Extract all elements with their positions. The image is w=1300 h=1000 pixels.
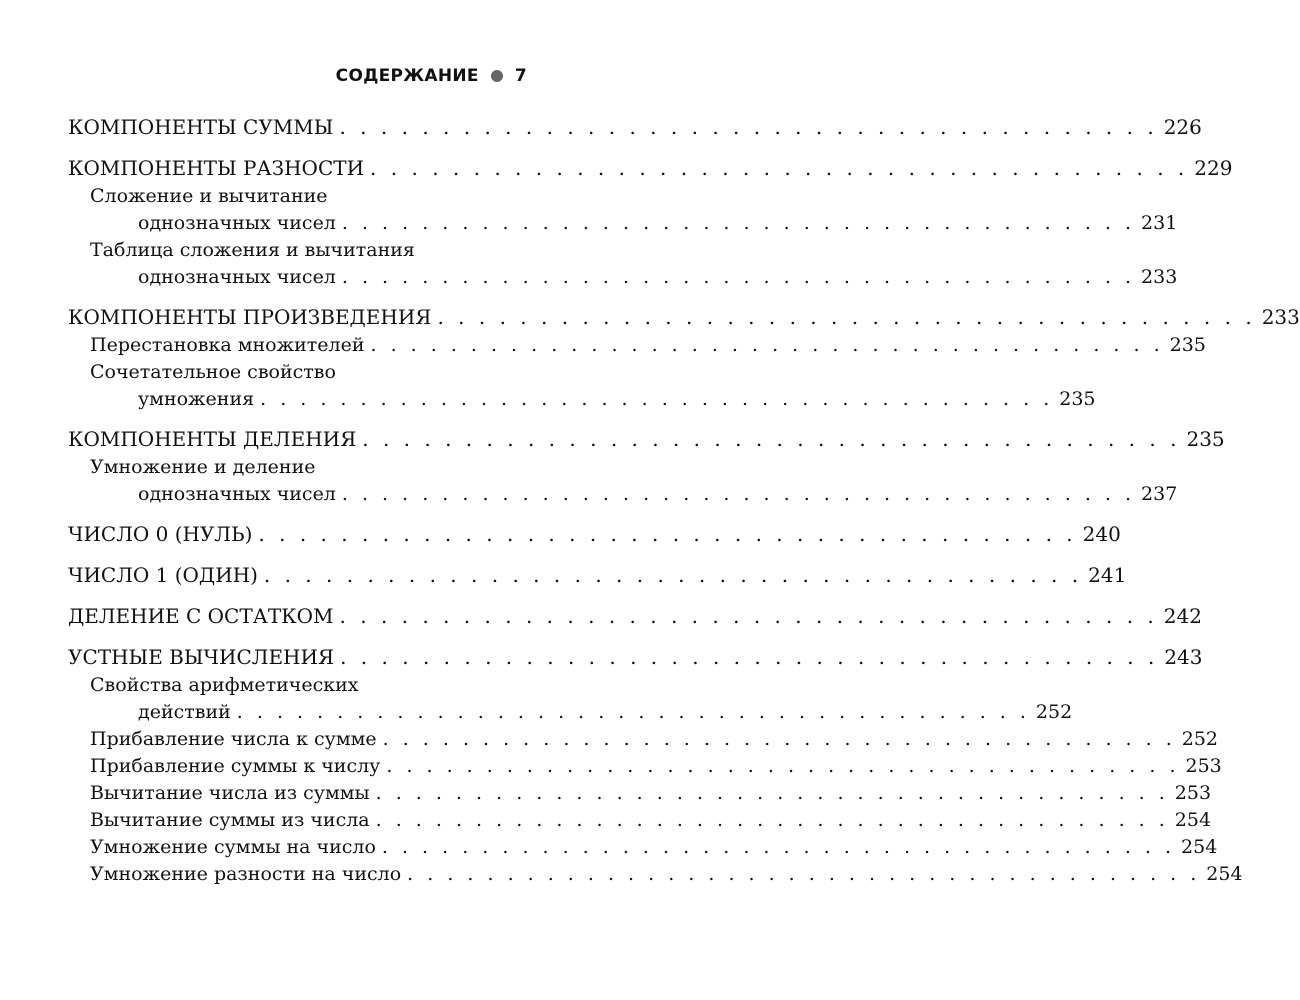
toc-entry-komponenty-summy <box>68 112 1202 142</box>
bullet-icon <box>491 70 503 82</box>
toc-entry-chislo-0 <box>68 519 1121 549</box>
toc-entry-title-line2: однозначных чисел <box>138 266 336 288</box>
toc-entry-page: 254 <box>1174 809 1212 831</box>
table-of-contents <box>68 112 1300 888</box>
dot-leader: . . . . . . . . . . . . . . . . . . . . . . . . . . . . . . . . . . . . . . . . <box>236 701 1030 723</box>
dot-leader: . . . . . . . . . . . . . . . . . . . . . . . . . . . . . . . . . . . . . . . . <box>375 782 1169 804</box>
toc-entry-page: 253 <box>1174 782 1212 804</box>
dot-leader: . . . . . . . . . . . . . . . . . . . . . . . . . . . . . . . . . . . . . . . . <box>341 483 1136 505</box>
toc-entry-delenie-s-ostatkom <box>68 601 1202 631</box>
toc-entry-umnozhenie-raznosti <box>90 861 1243 888</box>
dot-leader: . . . . . . . . . . . . . . . . . . . . . . . . . . . . . . . . . . . . . . . . <box>370 156 1189 180</box>
dot-leader: . . . . . . . . . . . . . . . . . . . . . . . . . . . . . . . . . . . . . . . . <box>407 863 1201 885</box>
toc-entry-title: КОМПОНЕНТЫ РАЗНОСТИ <box>68 156 365 180</box>
dot-leader: . . . . . . . . . . . . . . . . . . . . . . . . . . . . . . . . . . . . . . . . <box>375 809 1169 831</box>
toc-entry-title-line1: Сложение и вычитание <box>90 185 328 207</box>
dot-leader: . . . . . . . . . . . . . . . . . . . . . . . . . . . . . . . . . . . . . . . . <box>386 755 1180 777</box>
toc-entry-title: Вычитание числа из суммы <box>90 782 370 804</box>
toc-entry-slozhenie-vychitanie <box>90 210 1178 237</box>
dot-leader: . . . . . . . . . . . . . . . . . . . . . . . . . . . . . . . . . . . . . . . . <box>370 334 1164 356</box>
running-header <box>336 66 527 86</box>
toc-entry-title: Вычитание суммы из числа <box>90 809 370 831</box>
toc-entry-page: 242 <box>1163 604 1202 628</box>
toc-entry-title: ДЕЛЕНИЕ С ОСТАТКОМ <box>68 604 334 628</box>
toc-entry-page: 254 <box>1181 836 1218 858</box>
toc-entry-komponenty-deleniya <box>68 424 1225 454</box>
toc-entry-umnozhenie-summy <box>90 834 1218 861</box>
toc-entry-title-line2: однозначных чисел <box>138 212 336 234</box>
toc-entry-page: 233 <box>1261 305 1300 329</box>
dot-leader: . . . . . . . . . . . . . . . . . . . . . . . . . . . . . . . . . . . . . . . . <box>381 836 1176 858</box>
dot-leader: . . . . . . . . . . . . . . . . . . . . . . . . . . . . . . . . . . . . . . . . <box>437 305 1256 329</box>
page-number: 7 <box>514 66 527 86</box>
toc-entry-title: Прибавление числа к сумме <box>90 728 377 750</box>
toc-entry-page: 226 <box>1163 115 1202 139</box>
toc-entry-title: Перестановка множителей <box>90 334 365 356</box>
dot-leader: . . . . . . . . . . . . . . . . . . . . . . . . . . . . . . . . . . . . . . . . <box>339 115 1158 139</box>
toc-entry-page: 229 <box>1194 156 1233 180</box>
toc-entry-page: 235 <box>1169 334 1206 356</box>
toc-entry-ustnye-vychisleniya <box>68 642 1203 672</box>
toc-entry-title-line1: Таблица сложения и вычитания <box>90 239 415 261</box>
toc-entry-title-line1: Свойства арифметических <box>90 674 359 696</box>
toc-entry-page: 231 <box>1141 212 1178 234</box>
toc-entry-page: 235 <box>1186 427 1225 451</box>
toc-entry-title-line1: Сочетательное свойство <box>90 361 336 383</box>
toc-entry-svoystva <box>90 699 1073 726</box>
toc-entry-komponenty-proizvedeniya <box>68 302 1300 332</box>
dot-leader: . . . . . . . . . . . . . . . . . . . . . . . . . . . . . . . . . . . . . . . . <box>258 522 1077 546</box>
toc-entry-title-line2: умножения <box>138 388 255 410</box>
toc-entry-pribavlenie-summy <box>90 753 1222 780</box>
toc-entry-title: КОМПОНЕНТЫ ПРОИЗВЕДЕНИЯ <box>68 305 432 329</box>
toc-entry-umnozhenie-delenie <box>90 481 1178 508</box>
dot-leader: . . . . . . . . . . . . . . . . . . . . . . . . . . . . . . . . . . . . . . . . <box>260 388 1054 410</box>
toc-entry-page: 254 <box>1206 863 1243 885</box>
toc-entry-page: 240 <box>1082 522 1121 546</box>
toc-entry-komponenty-raznosti <box>68 153 1233 183</box>
toc-entry-page: 253 <box>1185 755 1222 777</box>
dot-leader: . . . . . . . . . . . . . . . . . . . . . . . . . . . . . . . . . . . . . . . . <box>362 427 1181 451</box>
dot-leader: . . . . . . . . . . . . . . . . . . . . . . . . . . . . . . . . . . . . . . . . <box>263 563 1083 587</box>
toc-entry-vychitanie-chisla <box>90 780 1212 807</box>
toc-entry-title: ЧИСЛО 1 (ОДИН) <box>68 563 258 587</box>
toc-entry-pribavlenie-chisla <box>90 726 1219 753</box>
toc-entry-sochetatelnoe <box>90 386 1096 413</box>
toc-entry-title: УСТНЫЕ ВЫЧИСЛЕНИЯ <box>68 645 335 669</box>
toc-entry-page: 252 <box>1181 728 1219 750</box>
dot-leader: . . . . . . . . . . . . . . . . . . . . . . . . . . . . . . . . . . . . . . . . <box>339 604 1158 628</box>
toc-entry-title: Умножение суммы на число <box>90 836 376 858</box>
toc-entry-title-line2: действий <box>138 701 231 723</box>
toc-entry-title-line1: Умножение и деление <box>90 456 316 478</box>
toc-entry-vychitanie-summy <box>90 807 1212 834</box>
toc-entry-title: КОМПОНЕНТЫ СУММЫ <box>68 115 334 139</box>
toc-entry-page: 237 <box>1141 483 1178 505</box>
section-title: СОДЕРЖАНИЕ <box>335 66 479 86</box>
toc-entry-title: КОМПОНЕНТЫ ДЕЛЕНИЯ <box>68 427 357 451</box>
toc-entry-page: 235 <box>1059 388 1096 410</box>
toc-entry-perestanovka <box>90 332 1206 359</box>
dot-leader: . . . . . . . . . . . . . . . . . . . . . . . . . . . . . . . . . . . . . . . . <box>341 212 1136 234</box>
dot-leader: . . . . . . . . . . . . . . . . . . . . . . . . . . . . . . . . . . . . . . . . <box>341 266 1136 288</box>
toc-entry-chislo-1 <box>68 560 1127 590</box>
toc-entry-title: Умножение разности на число <box>90 863 402 885</box>
dot-leader: . . . . . . . . . . . . . . . . . . . . . . . . . . . . . . . . . . . . . . . . <box>382 728 1176 750</box>
toc-entry-title: ЧИСЛО 0 (НУЛЬ) <box>68 522 253 546</box>
toc-entry-tablica-slozheniya <box>90 264 1178 291</box>
toc-entry-page: 233 <box>1141 266 1178 288</box>
toc-entry-title: Прибавление суммы к числу <box>90 755 381 777</box>
toc-entry-page: 252 <box>1035 701 1073 723</box>
toc-entry-page: 243 <box>1164 645 1203 669</box>
toc-entry-title-line2: однозначных чисел <box>138 483 336 505</box>
toc-entry-page: 241 <box>1088 563 1127 587</box>
dot-leader: . . . . . . . . . . . . . . . . . . . . . . . . . . . . . . . . . . . . . . . . <box>340 645 1159 669</box>
